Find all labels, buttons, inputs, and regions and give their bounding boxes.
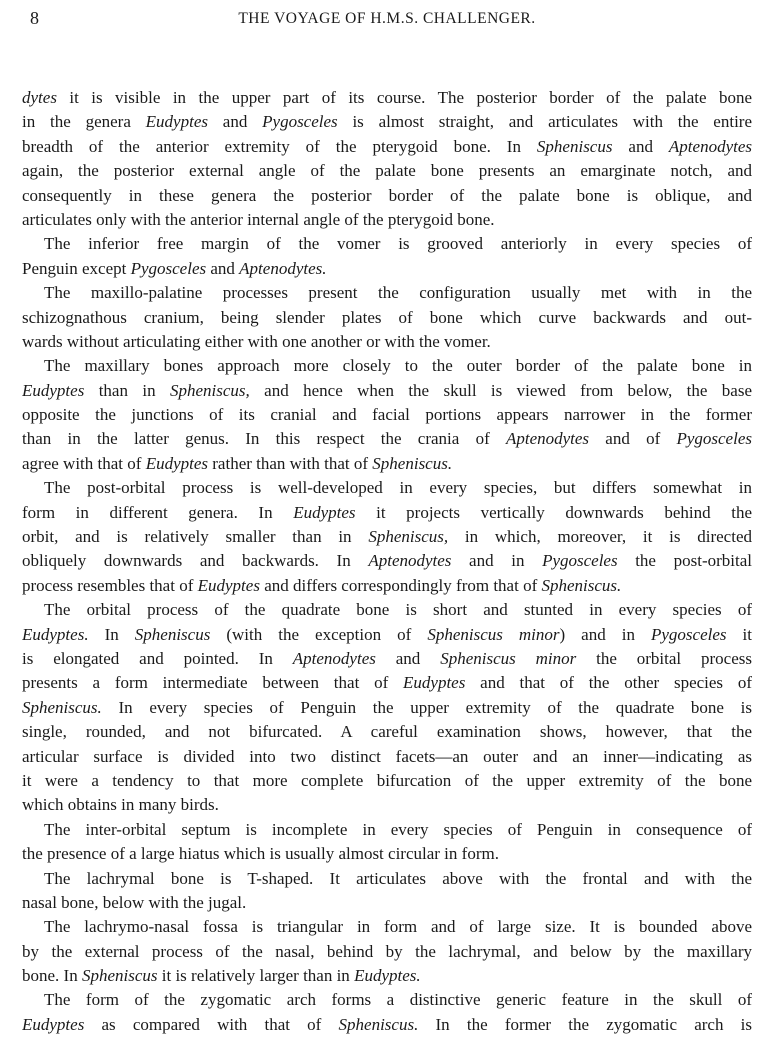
italic-term: Aptenodytes	[505, 429, 590, 449]
italic-term: Pygosceles	[262, 112, 338, 132]
text-segment: orbit, and is relatively smaller than in	[22, 527, 369, 547]
text-segment: which obtains in many birds.	[22, 795, 219, 815]
text-segment: opposite the junctions of its cranial and facial portions appears narrower in the former	[22, 405, 752, 425]
italic-term: Eudyptes	[22, 1014, 85, 1034]
text-segment: and hence when the skull is viewed from below, the base	[249, 380, 752, 400]
text-segment: in the genera	[22, 112, 146, 132]
running-title: THE VOYAGE OF H.M.S. CHALLENGER.	[238, 10, 536, 27]
text-segment: The post-orbital process is well-developed in every species, but differs somewhat in	[44, 478, 752, 498]
italic-term: Aptenodytes	[292, 648, 376, 668]
text-segment: it projects vertically downwards behind the	[355, 502, 752, 522]
text-segment: is almost straight, and articulates with the entire	[337, 112, 752, 132]
text-segment: the orbital process	[576, 648, 752, 668]
text-line	[22, 354, 752, 378]
text-segment: The form of the zygomatic arch forms a distinctive generic feature in the skull of	[44, 990, 752, 1010]
paragraph	[22, 915, 752, 988]
text-segment: (with the exception of	[210, 624, 428, 644]
page-number: 8	[30, 8, 39, 28]
italic-term: Spheniscus,	[368, 527, 449, 547]
text-segment: it were a tendency to that more complete bifurcation of the upper extremity of the bone	[22, 770, 752, 790]
text-segment: In the former the zygomatic arch is	[418, 1014, 752, 1034]
text-segment: The orbital process of the quadrate bone is short and stunted in every species of	[44, 600, 752, 620]
italic-term: Pygosceles	[676, 429, 752, 449]
text-segment: The inter-orbital septum is incomplete in every species of Penguin in consequence of	[44, 819, 752, 839]
text-line	[22, 842, 752, 866]
italic-term: Eudyptes.	[354, 966, 421, 986]
italic-term: Spheniscus	[536, 136, 613, 156]
text-segment: breadth of the anterior extremity of the pterygoid bone. In	[22, 136, 537, 156]
text-line	[22, 427, 752, 451]
text-line	[22, 330, 752, 354]
text-line	[22, 769, 752, 793]
text-segment: articular surface is divided into two distinct facets—an outer and an inner—indicating as	[22, 746, 752, 766]
text-segment: and	[612, 136, 669, 156]
text-segment: ) and in	[559, 624, 651, 644]
text-line	[22, 306, 752, 330]
text-line	[22, 964, 752, 988]
italic-term: Spheniscus.	[372, 453, 453, 473]
text-line	[22, 549, 752, 573]
italic-term: Spheniscus	[134, 624, 211, 644]
text-line	[22, 818, 752, 842]
text-line	[22, 452, 752, 476]
paragraph	[22, 354, 752, 476]
italic-term: Spheniscus	[81, 966, 158, 986]
text-segment: than in the latter genus. In this respect the crania of	[22, 429, 506, 449]
text-segment: and that of the other species of	[465, 673, 752, 693]
italic-term: Spheniscus.	[541, 575, 622, 595]
text-line	[22, 720, 752, 744]
text-segment: schizognathous cranium, being slender plates of bone which curve backwards and out-	[22, 307, 752, 327]
text-segment: and	[375, 648, 441, 668]
text-line	[22, 647, 752, 671]
text-line	[22, 867, 752, 891]
text-line	[22, 525, 752, 549]
italic-term: Spheniscus.	[338, 1014, 419, 1034]
page-header	[22, 8, 752, 32]
italic-term: Eudyptes	[145, 112, 208, 132]
text-segment: The maxillo-palatine processes present the configuration usually met with in the	[44, 283, 752, 303]
paragraph	[22, 598, 752, 818]
text-line	[22, 988, 752, 1012]
text-line	[22, 159, 752, 183]
italic-term: Eudyptes	[145, 453, 209, 473]
text-segment: the presence of a large hiatus which is usually almost circular in form.	[22, 844, 499, 864]
text-segment: and	[208, 112, 263, 132]
text-segment: The inferior free margin of the vomer is grooved anteriorly in every species of	[44, 234, 752, 254]
text-segment: presents a form intermediate between that of	[22, 673, 404, 693]
paragraph	[22, 818, 752, 867]
text-line	[22, 403, 752, 427]
italic-term: Spheniscus.	[22, 697, 102, 717]
text-segment: in which, moreover, it is directed	[448, 527, 752, 547]
text-segment: Penguin except	[22, 258, 131, 278]
text-line	[22, 793, 752, 817]
paragraph	[22, 988, 752, 1037]
text-segment: consequently in these genera the posterior border of the palate bone is oblique, and	[22, 185, 752, 205]
text-line	[22, 208, 752, 232]
italic-term: Spheniscus minor	[440, 648, 577, 668]
text-segment: it	[726, 624, 752, 644]
text-line	[22, 379, 752, 403]
text-line	[22, 184, 752, 208]
text-segment: wards without articulating either with one another or with the vomer.	[22, 331, 491, 351]
text-line	[22, 135, 752, 159]
text-segment: and of	[589, 429, 677, 449]
text-segment: rather than with that of	[208, 453, 373, 473]
italic-term: Pygosceles	[542, 551, 618, 571]
italic-term: Spheniscus minor	[427, 624, 560, 644]
text-line	[22, 745, 752, 769]
text-line	[22, 110, 752, 134]
text-segment: articulates only with the anterior internal angle of the pterygoid bone.	[22, 209, 495, 229]
text-segment: process resembles that of	[22, 575, 198, 595]
text-segment: single, rounded, and not bifurcated. A careful examination shows, however, that the	[22, 722, 752, 742]
paragraph	[22, 232, 752, 281]
paragraph	[22, 281, 752, 354]
text-segment: again, the posterior external angle of the palate bone presents an emarginate notch, and	[22, 161, 752, 181]
italic-term: Aptenodytes.	[239, 258, 327, 278]
text-line	[22, 281, 752, 305]
text-line	[22, 1013, 752, 1037]
text-segment: and differs correspondingly from that of	[259, 575, 542, 595]
text-segment: The lachrymo-nasal fossa is triangular in form and of large size. It is bounded above	[44, 917, 752, 937]
text-line	[22, 598, 752, 622]
text-line	[22, 476, 752, 500]
text-segment: the post-orbital	[617, 551, 752, 571]
italic-term: dytes	[22, 88, 57, 107]
italic-term: Eudyptes	[22, 380, 85, 400]
text-segment: obliquely downwards and backwards. In	[22, 551, 369, 571]
italic-term: Aptenodytes	[668, 136, 752, 156]
paragraph	[22, 86, 752, 232]
text-segment: In every species of Penguin the upper extremity of the quadrate bone is	[101, 697, 752, 717]
text-segment: The maxillary bones approach more closely to the outer border of the palate bone in	[44, 356, 752, 376]
text-line	[22, 671, 752, 695]
text-segment: and in	[451, 551, 543, 571]
text-segment: it is visible in the upper part of its course. The posterior border of the palate bone	[56, 88, 752, 107]
italic-term: Aptenodytes	[368, 551, 452, 571]
paragraph	[22, 476, 752, 598]
italic-term: Pygosceles	[650, 624, 727, 644]
text-line	[22, 501, 752, 525]
text-segment: it is relatively larger than in	[157, 966, 355, 986]
text-line	[22, 940, 752, 964]
text-line	[22, 623, 752, 647]
text-segment: and	[206, 258, 240, 278]
text-segment: is elongated and pointed. In	[22, 648, 293, 668]
text-line	[22, 891, 752, 915]
text-segment: agree with that of	[22, 453, 146, 473]
italic-term: Eudyptes.	[22, 624, 89, 644]
text-segment: form in different genera. In	[22, 502, 294, 522]
italic-term: Eudyptes	[197, 575, 260, 595]
text-segment: bone. In	[22, 966, 82, 986]
text-segment: as compared with that of	[84, 1014, 339, 1034]
italic-term: Eudyptes	[403, 673, 466, 693]
text-segment: The lachrymal bone is T-shaped. It articulates above with the frontal and with the	[44, 868, 752, 888]
text-segment: In	[88, 624, 135, 644]
text-line	[22, 915, 752, 939]
italic-term: Eudyptes	[293, 502, 356, 522]
text-line	[22, 574, 752, 598]
body-text	[22, 86, 752, 1037]
text-line	[22, 257, 752, 281]
text-line	[22, 696, 752, 720]
italic-term: Spheniscus,	[169, 380, 250, 400]
italic-term: Pygosceles	[130, 258, 207, 278]
text-line	[22, 232, 752, 256]
text-segment: than in	[84, 380, 170, 400]
text-segment: nasal bone, below with the jugal.	[22, 892, 247, 912]
text-segment: by the external process of the nasal, behind by the lachrymal, and below by the maxillary	[22, 941, 752, 961]
text-line	[22, 86, 752, 110]
paragraph	[22, 867, 752, 916]
